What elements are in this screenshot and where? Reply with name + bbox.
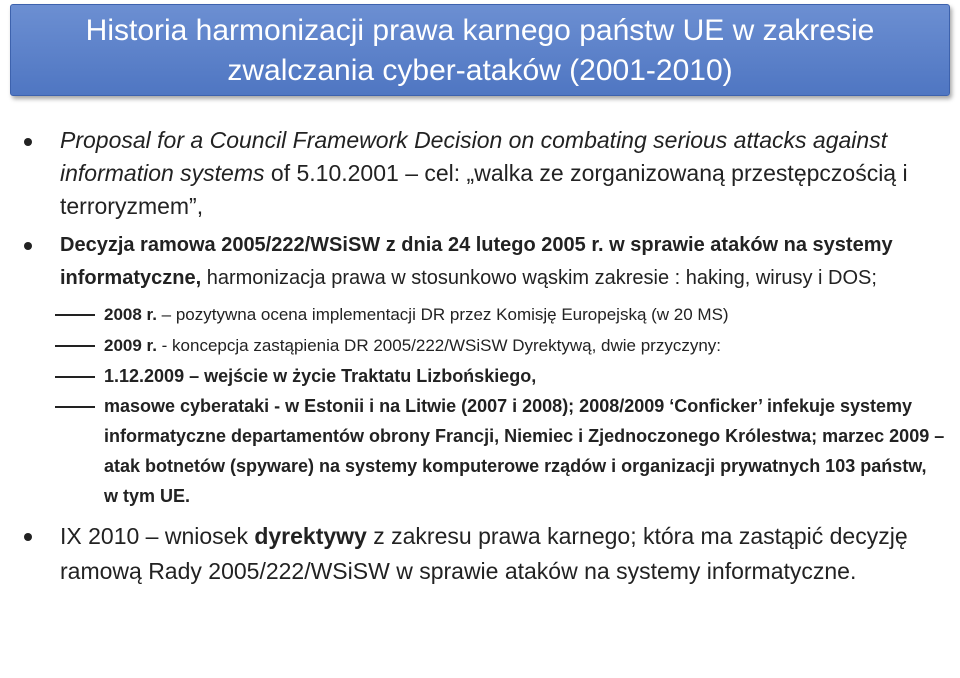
bullet-decision	[20, 229, 945, 295]
bullet-dot-icon	[24, 138, 32, 146]
sub-2009-rest: - koncepcja zastąpienia DR 2005/222/WSiSW Dyrektywą, dwie przyczyny:	[156, 336, 722, 355]
sub-2008-bold: 2008 r.	[104, 305, 157, 324]
slide-body	[20, 124, 945, 589]
dash-icon	[55, 314, 95, 316]
bullet-proposal	[20, 124, 945, 223]
proposal-rest-text: of 5.10.2001 – cel: „walka ze zorganizowaną przestępczością i terroryzmem”,	[60, 160, 908, 219]
dash-icon	[55, 406, 95, 408]
bullet-dot-icon	[24, 242, 32, 250]
bullet-directive	[20, 519, 945, 589]
sub-2008-rest: – pozytywna ocena implementacji DR przez Komisję Europejską (w 20 MS)	[156, 305, 729, 324]
sub-cyberattacks-text: masowe cyberataki - w Estonii i na Litwie (2007 i 2008); 2008/2009 ‘Conficker’ infekuje systemy informatyczne departamentów obrony Francji, Niemiec i Zjednoczonego Królestwa; marzec 2009 – atak botnetów (spyware) na systemy komputerowe rządów i organizacji prywatnych 103 państw, w tym UE.	[104, 396, 945, 506]
sub-item-lisbon	[20, 361, 945, 391]
decision-bold-text: Decyzja ramowa 2005/222/WSiSW z dnia 24 lutego 2005 r. w sprawie ataków na systemy informatyczne,	[60, 234, 893, 289]
proposal-italic-text: Proposal for a Council Framework Decision on combating serious attacks against information systems	[60, 127, 888, 186]
directive-rest-text: z zakresu prawa karnego; która ma zastąpić decyzję ramową Rady 2005/222/WSiSW w sprawie ataków na systemy informatyczne.	[60, 523, 908, 584]
directive-bold-text: dyrektywy	[254, 523, 367, 549]
sub-item-cyberattacks	[20, 391, 945, 511]
slide-title	[10, 4, 950, 96]
sub-lisbon-text: 1.12.2009 – wejście w życie Traktatu Lizbońskiego,	[104, 366, 537, 386]
decision-rest-text: harmonizacja prawa w stosunkowo wąskim zakresie : haking, wirusy i DOS;	[201, 267, 877, 289]
title-line-2: zwalczania cyber-ataków (2001-2010)	[227, 54, 733, 87]
sub-item-2008	[20, 299, 945, 330]
directive-pre-text: IX 2010 – wniosek	[60, 523, 255, 549]
dash-icon	[55, 376, 95, 378]
title-line-1: Historia harmonizacji prawa karnego państw UE w zakresie	[85, 14, 875, 47]
sub-2009-bold: 2009 r.	[104, 336, 157, 355]
dash-icon	[55, 345, 95, 347]
sub-item-2009	[20, 330, 945, 361]
bullet-dot-icon	[24, 533, 32, 541]
